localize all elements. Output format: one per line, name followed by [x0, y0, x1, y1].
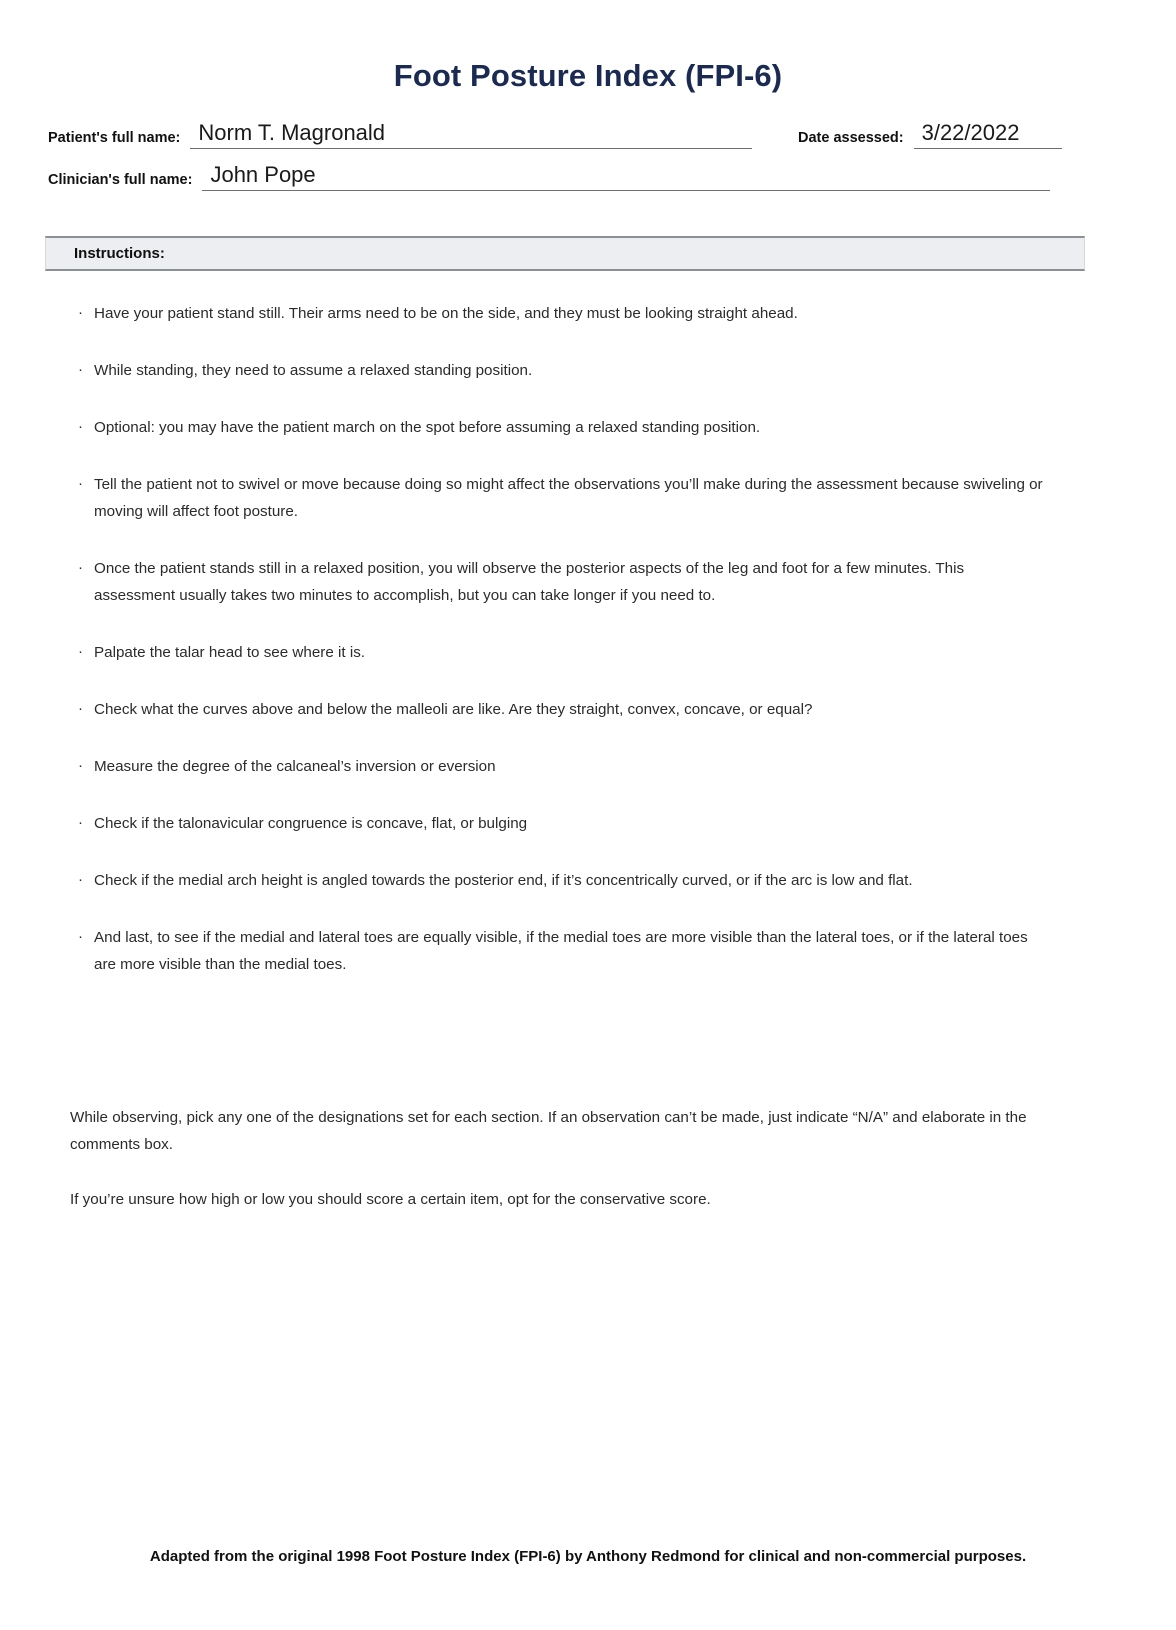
bullet-dot-icon: ·	[78, 361, 83, 378]
list-item-text: Check if the talonavicular congruence is concave, flat, or bulging	[94, 815, 528, 832]
instructions-section-header	[45, 236, 1085, 271]
list-item	[78, 300, 1046, 327]
list-item	[78, 924, 1046, 978]
list-item-text: Once the patient stands still in a relaxed position, you will observe the posterior aspects of the leg and foot for a few minutes. This assessment usually takes two minutes to accomplish, but you can take longer if you need to.	[94, 560, 965, 604]
date-assessed-value: 3/22/2022	[921, 119, 1020, 145]
bullet-dot-icon: ·	[78, 643, 83, 660]
bullet-dot-icon: ·	[78, 928, 83, 945]
instructions-closing-text	[70, 1104, 1045, 1241]
instructions-heading: Instructions:	[74, 245, 165, 262]
list-item-text: Measure the degree of the calcaneal’s inversion or eversion	[94, 758, 496, 775]
list-item	[78, 471, 1046, 525]
list-item-text: Tell the patient not to swivel or move because doing so might affect the observations you’ll make during the assessment because swiveling or moving will affect foot posture.	[94, 476, 1043, 520]
list-item	[78, 753, 1046, 780]
bullet-dot-icon: ·	[78, 700, 83, 717]
closing-paragraph: If you’re unsure how high or low you should score a certain item, opt for the conservative score.	[70, 1191, 711, 1208]
closing-paragraph: While observing, pick any one of the designations set for each section. If an observation can’t be made, just indicate “N/A” and elaborate in the comments box.	[70, 1109, 1027, 1153]
clinician-name-input[interactable]	[202, 161, 1050, 191]
clinician-name-label: Clinician's full name:	[48, 171, 193, 188]
patient-name-label: Patient's full name:	[48, 129, 181, 146]
list-item	[78, 639, 1046, 666]
date-assessed-label: Date assessed:	[798, 129, 904, 146]
bullet-dot-icon: ·	[78, 475, 83, 492]
list-item	[78, 555, 1046, 609]
date-assessed-input[interactable]	[914, 119, 1062, 149]
instructions-list	[78, 300, 1046, 1008]
list-item-text: Check what the curves above and below the malleoli are like. Are they straight, convex, concave, or equal?	[94, 701, 813, 718]
bullet-dot-icon: ·	[78, 418, 83, 435]
list-item	[78, 414, 1046, 441]
list-item-text: And last, to see if the medial and lateral toes are equally visible, if the medial toes are more visible than the lateral toes, or if the lateral toes are more visible than the medial toes.	[94, 929, 1028, 973]
bullet-dot-icon: ·	[78, 757, 83, 774]
list-item	[78, 357, 1046, 384]
bullet-dot-icon: ·	[78, 871, 83, 888]
list-item-text: While standing, they need to assume a relaxed standing position.	[94, 362, 533, 379]
footer-attribution: Adapted from the original 1998 Foot Posture Index (FPI-6) by Anthony Redmond for clinical and non-commercial purposes.	[149, 1548, 1027, 1565]
date-assessed-field-row	[798, 119, 1062, 149]
list-item	[78, 696, 1046, 723]
list-item	[78, 867, 1046, 894]
bullet-dot-icon: ·	[78, 304, 83, 321]
clinician-name-value: John Pope	[210, 161, 316, 187]
patient-name-value: Norm T. Magronald	[198, 119, 386, 145]
page-title: Foot Posture Index (FPI-6)	[393, 58, 783, 93]
clinician-name-field-row	[48, 161, 1050, 191]
list-item-text: Check if the medial arch height is angled towards the posterior end, if it’s concentrically curved, or if the arc is low and flat.	[94, 872, 913, 889]
bullet-dot-icon: ·	[78, 814, 83, 831]
list-item-text: Palpate the talar head to see where it is.	[94, 644, 366, 661]
list-item-text: Optional: you may have the patient march on the spot before assuming a relaxed standing position.	[94, 419, 761, 436]
patient-name-field-row	[48, 119, 752, 149]
patient-name-input[interactable]	[190, 119, 752, 149]
list-item-text: Have your patient stand still. Their arms need to be on the side, and they must be looking straight ahead.	[94, 305, 798, 322]
bullet-dot-icon: ·	[78, 559, 83, 576]
list-item	[78, 810, 1046, 837]
